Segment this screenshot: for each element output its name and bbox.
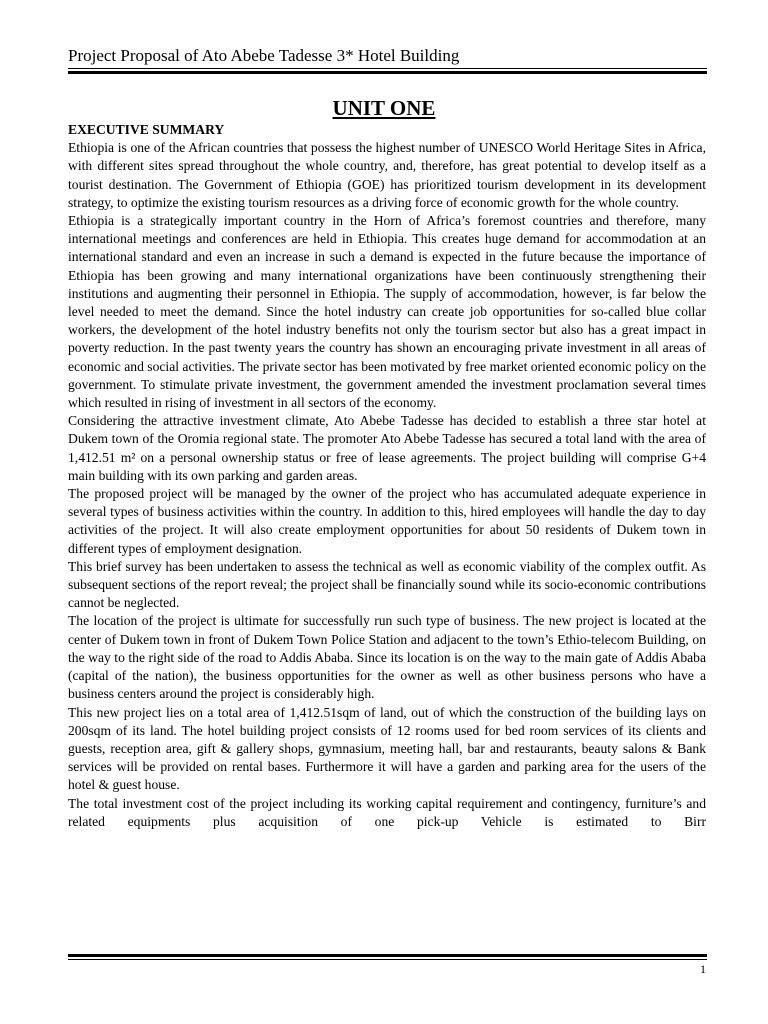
header-rule-thin: [68, 68, 707, 69]
page-number: 1: [700, 962, 706, 976]
section-heading: EXECUTIVE SUMMARY: [68, 122, 225, 137]
header-rule-thick: [68, 71, 707, 74]
paragraph-5: This brief survey has been undertaken to assess the technical as well as economic viability of the complex outfit. As subsequent sections of the report reveal; the project shall be financially sound while its socio-economic contributions cannot be neglected.: [68, 558, 706, 611]
running-header: Project Proposal of Ato Abebe Tadesse 3* Hotel Building: [68, 46, 460, 65]
paragraph-4: The proposed project will be managed by the owner of the project who has accumulated adequate experience in several types of business activities within the country. In addition to this, hired employees will handle the day to day activities of the project. It will also create employment opportunities for about 50 residents of Dukem town in different types of employment designation.: [68, 486, 706, 556]
paragraph-3: Considering the attractive investment climate, Ato Abebe Tadesse has decided to establish a three star hotel at Dukem town of the Oromia regional state. The promoter Ato Abebe Tadesse has secured a total land with the area of 1,412.51 m² on a personal ownership status or free of lease agreements. The project building will comprise G+4 main building with its own parking and garden areas.: [68, 413, 706, 483]
footer-rule-thick: [68, 954, 707, 957]
paragraph-1: Ethiopia is one of the African countries that possess the highest number of UNESCO World Heritage Sites in Africa, with different sites spread throughout the whole country, and, therefore, has great potential to develop itself as a tourist destination. The Government of Ethiopia (GOE) has prioritized tourism development in its development strategy, to optimize the existing tourism resources as a driving force of economic growth for the whole country.: [68, 140, 706, 210]
paragraph-6: The location of the project is ultimate for successfully run such type of business. The new project is located at the center of Dukem town in front of Dukem Town Police Station and adjacent to the town’s Ethio-telecom Building, on the way to the right side of the road to Addis Ababa. Since its location is on the way to the main gate of Addis Ababa (capital of the nation), the business opportunities for the owner as well as other business persons who have a business centers around the project is considerably high.: [68, 613, 706, 702]
unit-title: UNIT ONE: [332, 96, 436, 120]
paragraph-2: Ethiopia is a strategically important country in the Horn of Africa’s foremost countries and therefore, many international meetings and conferences are held in Ethiopia. This creates huge demand for accommodation at an international standard and even an increase in such a demand is expected in the future because the importance of Ethiopia has been growing and many international organizations have been continuously strengthening their institutions and augmenting their personnel in Ethiopia. The supply of accommodation, however, is far below the level needed to meet the demand. Since the hotel industry can create job opportunities for so-called blue collar workers, the development of the hotel industry benefits not only the tourism sector but also has a great impact in poverty reduction. In the past twenty years the country has shown an encouraging private investment in all areas of economic and social activities. The private sector has been motivated by free market oriented economic policy on the government. To stimulate private investment, the government amended the investment proclamation several times which resulted in rising of investment in all sectors of the economy.: [68, 213, 706, 411]
document-body: [68, 121, 706, 831]
footer-rule-thin: [68, 959, 707, 960]
paragraph-7: This new project lies on a total area of 1,412.51sqm of land, out of which the construction of the building lays on 200sqm of its land. The hotel building project consists of 12 rooms used for bed room services of its clients and guests, reception area, gift & gallery shops, gymnasium, meeting hall, bar and restaurants, beauty salons & Bank services will be provided on rental bases. Furthermore it will have a garden and parking area for the users of the hotel & guest house.: [68, 704, 706, 793]
paragraph-8: The total investment cost of the project including its working capital requirement and contingency, furniture’s and related equipments plus acquisition of one pick-up Vehicle is estimated to Birr: [68, 795, 706, 829]
